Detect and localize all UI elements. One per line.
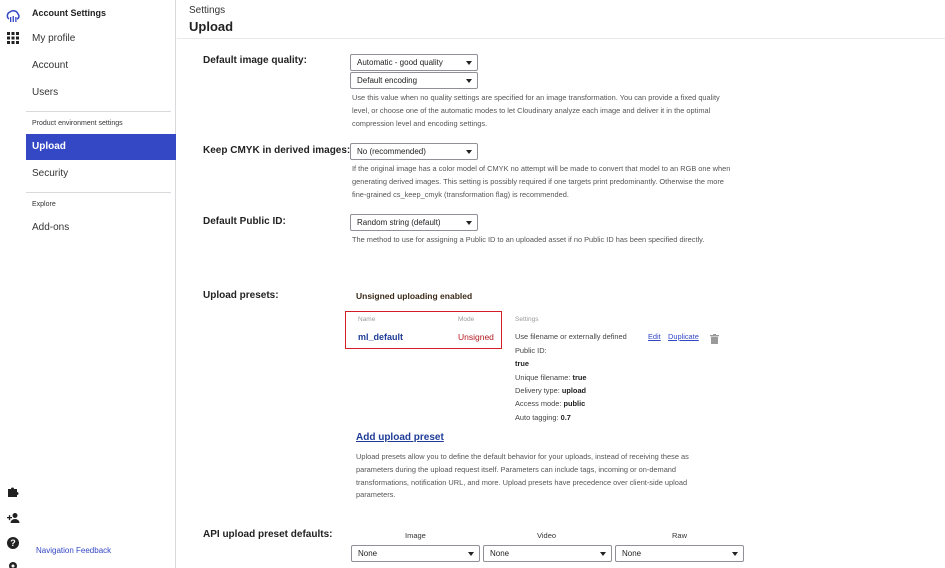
chevron-down-icon bbox=[466, 221, 472, 225]
preset-setting-access-mode: Access mode: public bbox=[515, 399, 586, 408]
preset-column-settings: Settings bbox=[515, 316, 539, 323]
upload-presets-label: Upload presets: bbox=[203, 290, 279, 301]
cmyk-select[interactable] bbox=[350, 143, 478, 160]
preset-mode: Unsigned bbox=[458, 332, 494, 342]
sidebar-divider bbox=[26, 111, 171, 112]
sidebar-item-upload[interactable]: Upload bbox=[26, 134, 176, 160]
cmyk-label: Keep CMYK in derived images: bbox=[203, 145, 351, 156]
sidebar-divider bbox=[26, 192, 171, 193]
unsigned-uploading-status: Unsigned uploading enabled bbox=[356, 291, 473, 301]
api-defaults-video-select[interactable] bbox=[483, 545, 612, 562]
encoding-select[interactable] bbox=[350, 72, 478, 89]
sidebar-item-my-profile[interactable]: My profile bbox=[32, 33, 76, 44]
help-icon[interactable] bbox=[5, 535, 21, 551]
preset-setting-auto-tagging: Auto tagging: 0.7 bbox=[515, 413, 571, 422]
preset-setting-public-id-value: true bbox=[515, 359, 529, 368]
image-quality-help: Use this value when no quality settings are specified for an image transformation. You can provide a fixed quality level, or choose one of the automatic modes to let Cloudinary analyze each image and deliver it in the optimal compression level and encoding settings. bbox=[352, 93, 720, 128]
api-defaults-image-value: None bbox=[358, 549, 378, 558]
sidebar-title: Account Settings bbox=[32, 8, 107, 18]
sidebar-section-explore: Explore bbox=[32, 201, 56, 208]
settings-sidebar bbox=[26, 0, 176, 568]
settings-gear-icon[interactable] bbox=[5, 558, 21, 568]
trash-icon[interactable] bbox=[710, 331, 719, 341]
sidebar-item-add-ons[interactable]: Add-ons bbox=[32, 222, 70, 233]
preset-setting-unique-filename: Unique filename: true bbox=[515, 373, 587, 382]
api-defaults-column-image: Image bbox=[405, 531, 426, 540]
api-defaults-raw-value: None bbox=[622, 549, 642, 558]
api-defaults-label: API upload preset defaults: bbox=[203, 529, 333, 540]
sidebar-item-users[interactable]: Users bbox=[32, 87, 59, 98]
preset-column-mode: Mode bbox=[458, 316, 475, 323]
image-quality-value: Automatic - good quality bbox=[357, 58, 443, 67]
sidebar-item-account[interactable]: Account bbox=[32, 60, 69, 71]
chevron-down-icon bbox=[466, 150, 472, 154]
navigation-feedback-link[interactable]: Navigation Feedback bbox=[36, 546, 112, 555]
preset-name-ml-default[interactable]: ml_default bbox=[358, 332, 404, 342]
svg-text:?: ? bbox=[10, 538, 16, 549]
api-defaults-image-select[interactable] bbox=[351, 545, 480, 562]
public-id-help: The method to use for assigning a Public ID to an uploaded asset if no Public ID has been specified directly. bbox=[352, 235, 705, 244]
cmyk-help: If the original image has a color model of CMYK no attempt will be made to convert that model to an RGB one when generating derived images. This setting is possibly required if one targets print predominantly. Otherwise the more fine-grained cs_keep_cmyk (transformation flag) is recommended. bbox=[352, 164, 731, 199]
cloudinary-logo-icon[interactable] bbox=[5, 8, 21, 24]
breadcrumb[interactable]: Settings bbox=[189, 5, 226, 16]
sidebar-item-security[interactable]: Security bbox=[32, 168, 69, 179]
apps-grid-icon[interactable] bbox=[5, 30, 21, 46]
page-title: Upload bbox=[189, 19, 234, 34]
api-defaults-raw-select[interactable] bbox=[615, 545, 744, 562]
api-defaults-column-raw: Raw bbox=[672, 531, 688, 540]
preset-edit-link[interactable]: Edit bbox=[648, 332, 661, 341]
public-id-label: Default Public ID: bbox=[203, 216, 286, 227]
add-user-icon[interactable] bbox=[5, 510, 21, 526]
chevron-down-icon bbox=[732, 552, 738, 556]
image-quality-select[interactable] bbox=[350, 54, 478, 71]
chevron-down-icon bbox=[466, 79, 472, 83]
image-quality-label: Default image quality: bbox=[203, 55, 307, 66]
api-defaults-video-value: None bbox=[490, 549, 510, 558]
preset-setting-delivery-type: Delivery type: upload bbox=[515, 386, 587, 395]
preset-column-name: Name bbox=[358, 316, 376, 323]
sidebar-section-product: Product environment settings bbox=[32, 120, 123, 127]
puzzle-icon[interactable] bbox=[5, 484, 21, 500]
chevron-down-icon bbox=[466, 61, 472, 65]
preset-setting-public-id: Public ID: bbox=[515, 346, 547, 355]
upload-presets-help: Upload presets allow you to define the default behavior for your uploads, instead of receiving these as parameters during the upload request itself. Parameters can include tags, incoming or on-demand transformations, notification URL, and more. Upload presets have precedence over client-side upload parameters. bbox=[356, 452, 689, 500]
header-divider bbox=[177, 38, 945, 39]
chevron-down-icon bbox=[468, 552, 474, 556]
public-id-value: Random string (default) bbox=[357, 218, 441, 227]
cmyk-value: No (recommended) bbox=[357, 147, 426, 156]
public-id-select[interactable] bbox=[350, 214, 478, 231]
api-defaults-column-video: Video bbox=[537, 531, 557, 540]
add-upload-preset-link[interactable]: Add upload preset bbox=[356, 432, 444, 443]
icon-rail bbox=[0, 0, 26, 568]
preset-setting-filename: Use filename or externally defined bbox=[515, 332, 627, 341]
preset-duplicate-link[interactable]: Duplicate bbox=[668, 332, 699, 341]
chevron-down-icon bbox=[600, 552, 606, 556]
encoding-value: Default encoding bbox=[357, 76, 418, 85]
